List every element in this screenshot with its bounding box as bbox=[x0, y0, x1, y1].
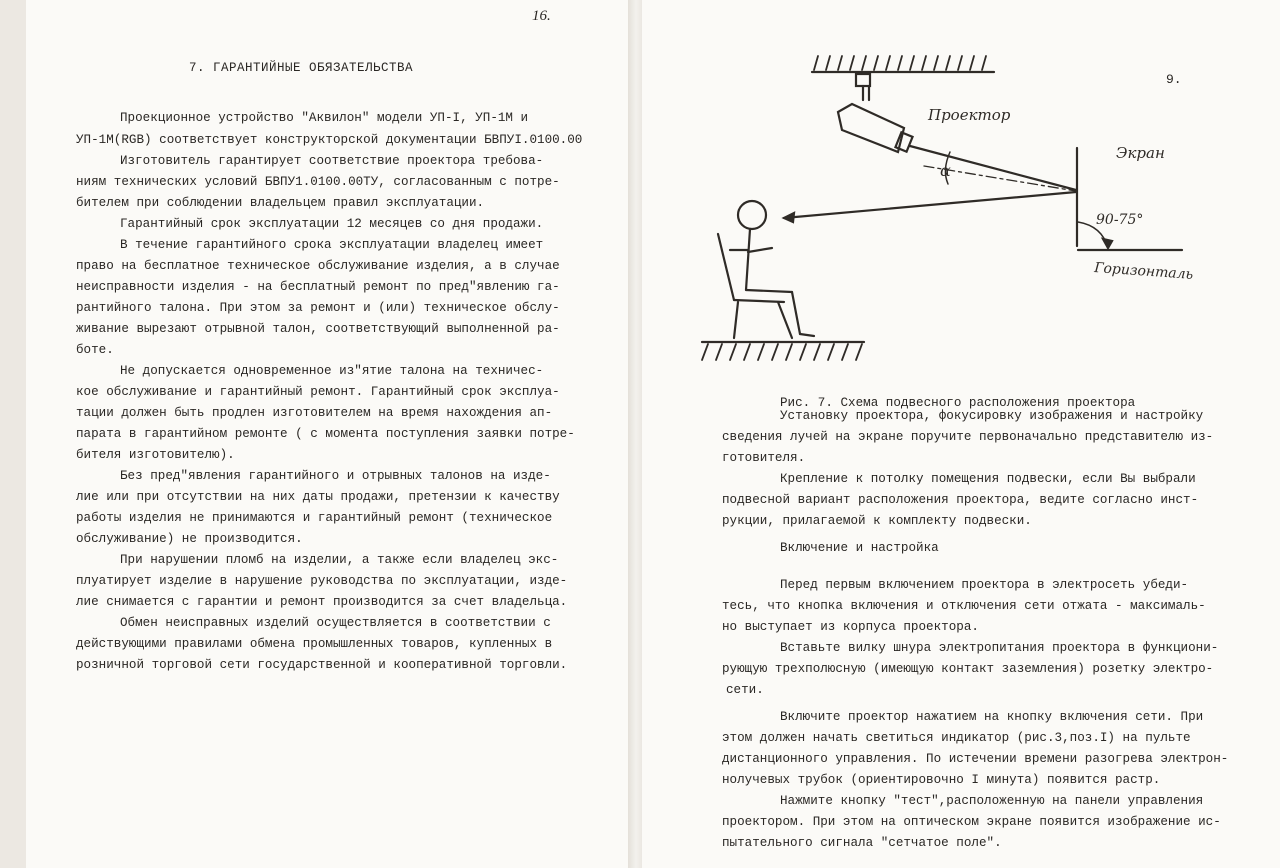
text-line: розничной торговой сети государственной и кооперативной торговли. bbox=[76, 658, 568, 672]
text-line: сети. bbox=[726, 683, 764, 697]
text-line: обслуживание) не производится. bbox=[76, 532, 303, 546]
figure-caption: Рис. 7. Схема подвесного расположения проектора bbox=[780, 396, 1136, 410]
text-line: пытательного сигнала "сетчатое поле". bbox=[722, 836, 1002, 850]
page-number: 9. bbox=[1166, 72, 1182, 87]
right-page bbox=[642, 0, 1280, 868]
left-page bbox=[26, 0, 631, 868]
horizontal-label: Горизонталь bbox=[1093, 260, 1194, 283]
text-line: рукции, прилагаемой к комплекту подвески. bbox=[722, 514, 1032, 528]
text-line: лие снимается с гарантии и ремонт производится за счет владельца. bbox=[76, 595, 568, 609]
projector-mount-diagram bbox=[642, 0, 1280, 380]
text-line: дистанционного управления. По истечении времени разогрева электрон- bbox=[722, 752, 1229, 766]
text-line: Включите проектор нажатием на кнопку включения сети. При bbox=[780, 710, 1204, 724]
text-line: боте. bbox=[76, 343, 114, 357]
text-line: УП-1М(RGB) соответствует конструкторской документации БВПУI.0100.00 bbox=[76, 133, 583, 147]
screen-label: Экран bbox=[1116, 144, 1165, 162]
text-line: рующую трехполюсную (имеющую контакт заземления) розетку электро- bbox=[722, 662, 1214, 676]
text-line: подвесной вариант расположения проектора, ведите согласно инст- bbox=[722, 493, 1199, 507]
text-line: Крепление к потолку помещения подвески, если Вы выбрали bbox=[780, 472, 1196, 486]
text-line: Изготовитель гарантирует соответствие проектора требова- bbox=[120, 154, 544, 168]
text-line: Обмен неисправных изделий осуществляется в соответствии с bbox=[120, 616, 551, 630]
text-line: неисправности изделия - на бесплатный ремонт по пред"явлению га- bbox=[76, 280, 560, 294]
text-line: рантийного талона. При этом за ремонт и (или) техническое обслу- bbox=[76, 301, 560, 315]
text-line: Проекционное устройство "Аквилон" модели УП-I, УП-1М и bbox=[120, 111, 529, 125]
text-line: бителя изготовителю). bbox=[76, 448, 235, 462]
text-line: Не допускается одновременное из"ятие талона на техничес- bbox=[120, 364, 544, 378]
text-line: право на бесплатное техническое обслуживание изделия, а в случае bbox=[76, 259, 560, 273]
page-number: 16. bbox=[532, 8, 551, 24]
text-line: лие или при отсутствии на них даты продажи, претензии к качеству bbox=[76, 490, 560, 504]
text-line: этом должен начать светиться индикатор (рис.3,поз.I) на пульте bbox=[722, 731, 1191, 745]
text-line: Вставьте вилку шнура электропитания проектора в функциони- bbox=[780, 641, 1219, 655]
text-line: В течение гарантийного срока эксплуатации владелец имеет bbox=[120, 238, 544, 252]
text-line: бителем при соблюдении владельцем правил эксплуатации. bbox=[76, 196, 485, 210]
text-line: живание вырезают отрывной талон, соответствующий выполненной ра- bbox=[76, 322, 560, 336]
text-line: ниям технических условий БВПУ1.0100.00ТУ, согласованным с потре- bbox=[76, 175, 560, 189]
text-line: Включение и настройка bbox=[780, 541, 939, 555]
text-line: кое обслуживание и гарантийный ремонт. Гарантийный срок эксплуа- bbox=[76, 385, 560, 399]
text-line: Установку проектора, фокусировку изображения и настройку bbox=[780, 409, 1204, 423]
text-line: но выступает из корпуса проектора. bbox=[722, 620, 979, 634]
text-line: плуатирует изделие в нарушение руководства по эксплуатации, изде- bbox=[76, 574, 568, 588]
text-line: готовителя. bbox=[722, 451, 806, 465]
text-line: сведения лучей на экране поручите первоначально представителю из- bbox=[722, 430, 1214, 444]
text-line: тесь, что кнопка включения и отключения сети отжата - максималь- bbox=[722, 599, 1206, 613]
angle-range-label: 90-75° bbox=[1096, 212, 1144, 228]
text-line: действующими правилами обмена промышленных товаров, купленных в bbox=[76, 637, 553, 651]
text-line: тации должен быть продлен изготовителем на время нахождения ап- bbox=[76, 406, 553, 420]
text-line: При нарушении пломб на изделии, а также если владелец экс- bbox=[120, 553, 559, 567]
text-line: проектором. При этом на оптическом экране появится изображение ис- bbox=[722, 815, 1221, 829]
text-line: парата в гарантийном ремонте ( с момента поступления заявки потре- bbox=[76, 427, 575, 441]
text-line: нолучевых трубок (ориентировочно I минута) появится растр. bbox=[722, 773, 1161, 787]
text-line: Гарантийный срок эксплуатации 12 месяцев со дня продажи. bbox=[120, 217, 544, 231]
projector-label: Проектор bbox=[928, 106, 1011, 124]
text-line: Без пред"явления гарантийного и отрывных талонов на изде- bbox=[120, 469, 551, 483]
text-line: Перед первым включением проектора в электросеть убеди- bbox=[780, 578, 1189, 592]
text-line: Нажмите кнопку "тест",расположенную на панели управления bbox=[780, 794, 1204, 808]
section-heading: 7. ГАРАНТИЙНЫЕ ОБЯЗАТЕЛЬСТВА bbox=[189, 61, 414, 75]
angle-alpha-label: α bbox=[940, 161, 951, 180]
text-line: работы изделия не принимаются и гарантийный ремонт (техническое bbox=[76, 511, 553, 525]
